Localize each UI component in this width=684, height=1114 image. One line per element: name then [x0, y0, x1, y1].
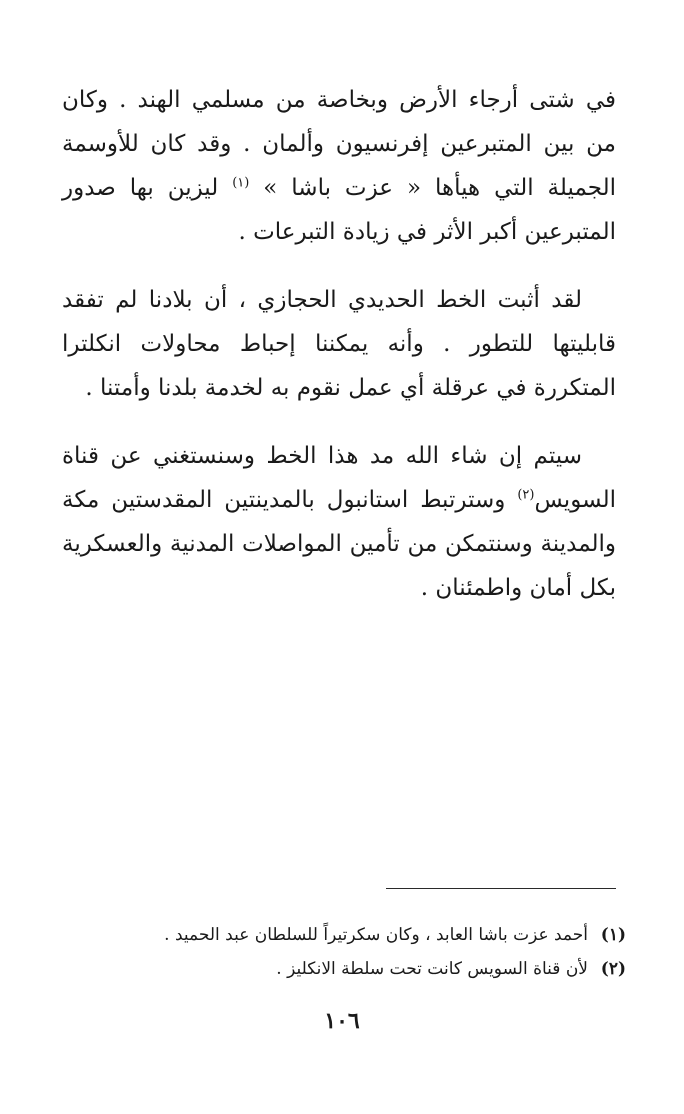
- page-number: ١٠٦: [324, 1008, 360, 1034]
- footnote-1-text: أحمد عزت باشا العابد ، وكان سكرتيراً للسلطان عبد الحميد .: [164, 925, 588, 945]
- footnote-ref-1: (١): [232, 175, 250, 191]
- paragraph-1: [62, 78, 616, 254]
- footnote-ref-2: (٢): [517, 487, 535, 503]
- paragraph-3-text-a: سيتم إن شاء الله مد هذا الخط وسنستغني عن قناة السويس: [62, 443, 616, 513]
- paragraph-3-text-b: وسترتبط استانبول بالمدينتين المقدستين مكة والمدينة وسنتمكن من تأمين المواصلات المدنية والعسكرية بكل أمان واطمئنان .: [62, 487, 616, 601]
- footnote-1: [110, 918, 626, 952]
- paragraph-3: [62, 434, 616, 610]
- footnotes: [110, 918, 626, 986]
- paragraph-1-text-b: ليزين بها صدور المتبرعين أكبر الأثر في زيادة التبرعات .: [62, 175, 616, 245]
- footnote-divider: [386, 888, 616, 889]
- main-text: [62, 78, 616, 634]
- paragraph-2: [62, 278, 616, 410]
- footnote-2-number: (٢): [600, 959, 626, 979]
- paragraph-2-text: لقد أثبت الخط الحديدي الحجازي ، أن بلادنا لم تفقد قابليتها للتطور . وأنه يمكننا إحباط محاولات انكلترا المتكررة في عرقلة أي عمل نقوم به لخدمة بلدنا وأمتنا .: [62, 287, 616, 401]
- paragraph-1-text-a: في شتى أرجاء الأرض وبخاصة من مسلمي الهند . وكان من بين المتبرعين إفرنسيون وألمان . وقد كان للأوسمة الجميلة التي هيأها « عزت باشا »: [62, 87, 616, 201]
- footnote-2-text: لأن قناة السويس كانت تحت سلطة الانكليز .: [276, 959, 588, 979]
- footnote-1-number: (١): [600, 925, 626, 945]
- footnote-2: [110, 952, 626, 986]
